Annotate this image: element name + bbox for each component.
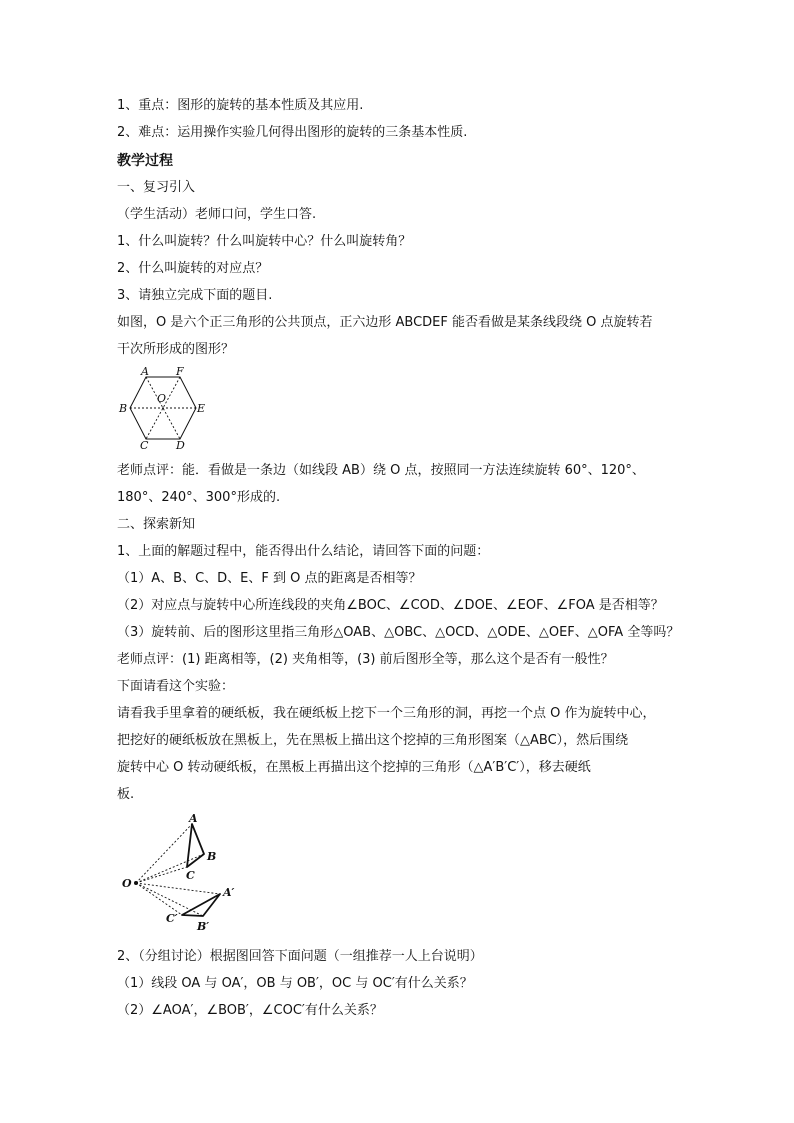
triangle-ABC xyxy=(187,824,204,867)
heading-teaching-process: 教学过程 xyxy=(117,153,173,169)
label-B: B xyxy=(119,402,128,415)
text-line: 把挖好的硬纸板放在黑板上，先在黑板上描出这个挖掉的三角形图案（△ABC），然后围绕 xyxy=(117,733,629,748)
label-B: B xyxy=(207,850,217,863)
question-line: （1）A、B、C、D、E、F 到 O 点的距离是否相等？ xyxy=(117,571,422,586)
question-line: （2）对应点与旋转中心所连线段的夹角∠BOC、∠COD、∠DOE、∠EOF、∠FOA 是否相等？ xyxy=(117,598,664,613)
question-line: 2、什么叫旋转的对应点？ xyxy=(117,261,269,276)
question-line: （1）线段 OA 与 OA′，OB 与 OB′，OC 与 OC′有什么关系？ xyxy=(117,976,473,991)
text-line: 2、（分组讨论）根据图回答下面问题（一组推荐一人上台说明） xyxy=(117,949,483,964)
label-C: C xyxy=(186,869,195,882)
label-A-prime: A′ xyxy=(223,886,235,899)
text-line-key-point: 1、重点：图形的旋转的基本性质及其应用. xyxy=(117,98,364,113)
text-line: 干次所形成的图形？ xyxy=(117,342,235,357)
text-line: 下面请看这个实验： xyxy=(117,679,235,694)
rotation-dotted-lines xyxy=(136,824,220,916)
text-line: 板. xyxy=(117,787,135,802)
question-line: 3、请独立完成下面的题目. xyxy=(117,288,273,303)
label-F: F xyxy=(176,365,184,378)
text-line: 请看我手里拿着的硬纸板，我在硬纸板上挖下一个三角形的洞，再挖一个点 O 作为旋转中心， xyxy=(117,706,656,721)
question-line: 1、什么叫旋转？什么叫旋转中心？什么叫旋转角？ xyxy=(117,234,412,249)
label-O: O xyxy=(122,877,132,890)
label-A: A xyxy=(189,812,198,825)
label-D: D xyxy=(176,439,185,451)
triangle-A1B1C1 xyxy=(182,894,220,916)
section-heading-review: 一、复习引入 xyxy=(117,180,196,195)
hexagon-figure xyxy=(116,365,216,451)
text-line: 老师点评：(1) 距离相等，(2) 夹角相等，(3) 前后图形全等，那么这个是否有一般性？ xyxy=(117,652,614,667)
text-line: 1、上面的解题过程中，能否得出什么结论，请回答下面的问题： xyxy=(117,544,490,559)
text-line: 180°、240°、300°形成的. xyxy=(117,490,281,505)
hexagon-diagonals xyxy=(130,377,196,439)
text-line: 老师点评：能．看做是一条边（如线段 AB）绕 O 点，按照同一方法连续旋转 60°、120°、 xyxy=(117,463,645,478)
question-line: （2）∠AOA′，∠BOB′，∠COC′有什么关系？ xyxy=(117,1003,383,1018)
text-line: 旋转中心 O 转动硬纸板，在黑板上再描出这个挖掉的三角形（△A′B′C′），移去硬纸 xyxy=(117,760,591,775)
text-line-difficulty: 2、难点：运用操作实验几何得出图形的旋转的三条基本性质. xyxy=(117,125,468,140)
text-line: （学生活动）老师口问，学生口答. xyxy=(117,207,317,222)
center-point-O xyxy=(134,881,138,885)
label-E: E xyxy=(197,402,206,415)
label-C-prime: C′ xyxy=(166,912,178,925)
label-C: C xyxy=(140,439,149,451)
label-B-prime: B′ xyxy=(197,920,210,933)
text-line: 如图，O 是六个正三角形的公共顶点，正六边形 ABCDEF 能否看做是某条线段绕 O 点旋转若 xyxy=(117,315,653,330)
label-A: A xyxy=(141,365,149,378)
rotation-figure xyxy=(116,812,256,940)
section-heading-explore: 二、探索新知 xyxy=(117,517,196,532)
label-O: O xyxy=(157,392,167,405)
question-line: （3）旋转前、后的图形这里指三角形△OAB、△OBC、△OCD、△ODE、△OEF、△OFA 全等吗？ xyxy=(117,625,680,640)
